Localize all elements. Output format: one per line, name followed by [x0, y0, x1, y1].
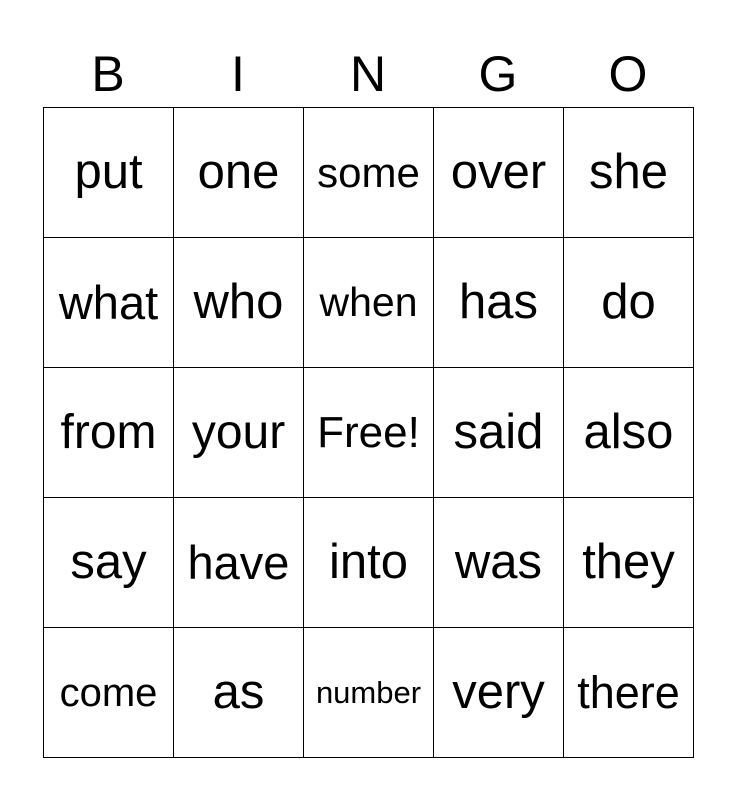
header-letter-o: O — [608, 46, 648, 102]
bingo-cell[interactable] — [44, 108, 174, 238]
bingo-cell[interactable] — [564, 238, 694, 368]
cell-word: from — [60, 405, 157, 459]
bingo-cell[interactable] — [44, 368, 174, 498]
bingo-cell[interactable] — [44, 628, 174, 758]
bingo-cell[interactable] — [564, 368, 694, 498]
bingo-cell[interactable] — [174, 238, 304, 368]
free-space-cell[interactable] — [304, 368, 434, 498]
cell-word: there — [577, 667, 680, 718]
cell-word: as — [212, 665, 265, 719]
cell-word: into — [328, 535, 408, 589]
bingo-cell[interactable] — [434, 628, 564, 758]
cell-word: who — [193, 275, 284, 329]
bingo-cell[interactable] — [304, 498, 434, 628]
bingo-cell[interactable] — [174, 628, 304, 758]
header-letter-i: I — [231, 46, 245, 102]
cell-word: what — [58, 276, 159, 329]
bingo-cell[interactable] — [434, 498, 564, 628]
cell-word: was — [454, 535, 543, 589]
bingo-cell[interactable] — [564, 498, 694, 628]
cell-word: one — [197, 145, 280, 199]
cell-word: very — [452, 665, 545, 719]
cell-word: they — [582, 535, 675, 589]
bingo-board — [43, 107, 694, 758]
bingo-cell[interactable] — [304, 628, 434, 758]
bingo-cell[interactable] — [564, 628, 694, 758]
cell-word: put — [74, 145, 143, 199]
bingo-cell[interactable] — [174, 498, 304, 628]
cell-word: have — [187, 536, 290, 589]
free-space-label: Free! — [317, 407, 420, 457]
bingo-cell[interactable] — [304, 238, 434, 368]
bingo-cell[interactable] — [434, 108, 564, 238]
bingo-cell[interactable] — [44, 238, 174, 368]
cell-word: number — [315, 675, 422, 710]
bingo-cell[interactable] — [434, 368, 564, 498]
cell-word: your — [191, 405, 286, 459]
bingo-cell[interactable] — [44, 498, 174, 628]
cell-word: some — [317, 148, 420, 196]
cell-word: has — [458, 275, 538, 329]
cell-word: do — [601, 275, 656, 329]
header-letter-b: B — [91, 46, 125, 102]
cell-word: when — [319, 279, 418, 325]
bingo-cell[interactable] — [434, 238, 564, 368]
bingo-cell[interactable] — [564, 108, 694, 238]
cell-word: she — [588, 145, 668, 199]
header-letter-n: N — [349, 46, 387, 102]
bingo-cell[interactable] — [174, 108, 304, 238]
cell-word: come — [59, 670, 158, 715]
bingo-header — [43, 44, 693, 104]
bingo-cell[interactable] — [304, 108, 434, 238]
header-letter-g: G — [478, 46, 518, 102]
cell-word: say — [70, 535, 147, 589]
cell-word: over — [450, 145, 547, 199]
bingo-cell[interactable] — [174, 368, 304, 498]
cell-word: also — [583, 405, 674, 459]
cell-word: said — [453, 405, 544, 459]
